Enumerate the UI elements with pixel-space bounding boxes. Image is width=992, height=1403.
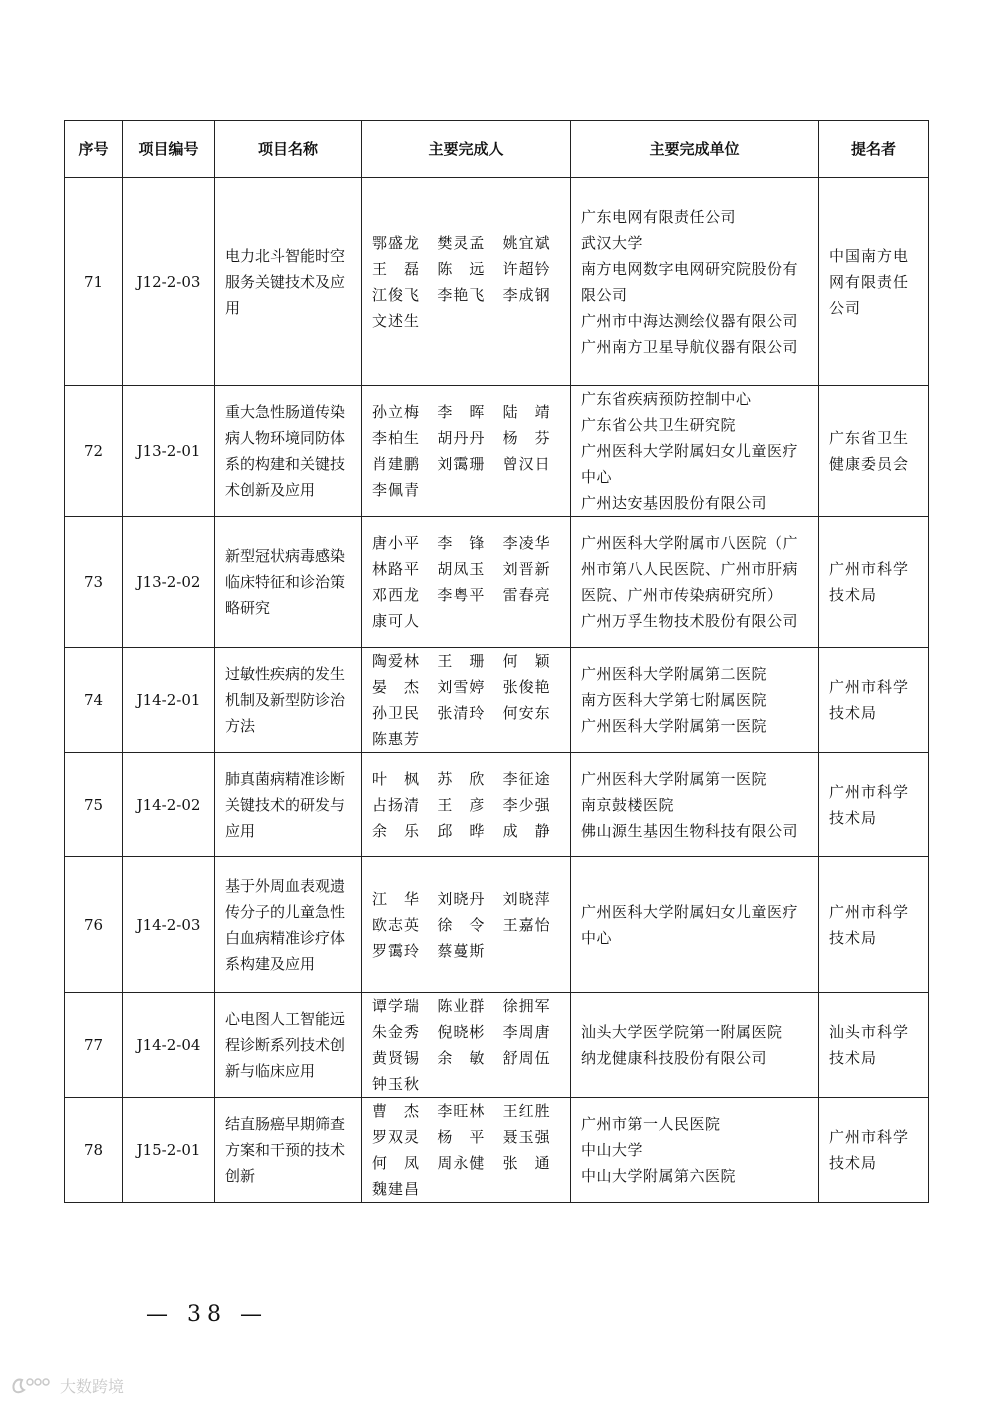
person-name: 李征途 — [502, 769, 551, 788]
unit-name: 南京鼓楼医院 — [581, 795, 675, 814]
person-name: 李 晖 — [437, 403, 486, 421]
unit-name: 广东省疾病预防控制中心 — [581, 390, 752, 408]
unit-name: 武汉大学 — [581, 233, 644, 252]
unit-list — [581, 661, 808, 739]
people-list — [372, 766, 560, 844]
table-row — [65, 993, 929, 1098]
person-name: 孙立梅 — [372, 403, 421, 421]
unit-name: 广州南方卫星导航仪器有限公司 — [581, 337, 799, 356]
table-header-row — [65, 121, 929, 178]
people-list — [372, 886, 560, 964]
unit-list — [581, 386, 808, 516]
person-name: 陆 靖 — [502, 403, 551, 421]
cell-people — [362, 178, 571, 386]
cell-nominator: 广州市科学技术局 — [819, 517, 929, 648]
person-name: 陈业群 — [437, 997, 486, 1015]
person-name: 李凌华 — [502, 534, 551, 552]
person-name: 魏建昌 — [372, 1180, 421, 1198]
person-name: 江 华 — [372, 889, 421, 908]
awards-table — [64, 120, 929, 1203]
cell-nominator: 广州市科学技术局 — [819, 1098, 929, 1203]
cell-nominator: 广州市科学技术局 — [819, 648, 929, 753]
person-name: 成 静 — [502, 821, 551, 840]
cell-no: 78 — [65, 1098, 123, 1203]
person-name: 叶 枫 — [372, 769, 421, 788]
cell-name: 过敏性疾病的发生机制及新型防诊治方法 — [215, 648, 362, 753]
unit-name: 广州医科大学附属妇女儿童医疗中心 — [581, 442, 799, 486]
person-name: 蔡蔓斯 — [437, 941, 486, 960]
person-name: 许超钤 — [502, 259, 551, 278]
person-name: 谭学瑞 — [372, 997, 421, 1015]
unit-name: 佛山源生基因生物科技有限公司 — [581, 821, 799, 840]
person-name: 李粤平 — [437, 586, 486, 604]
cell-no: 71 — [65, 178, 123, 386]
cell-name: 电力北斗智能时空服务关键技术及应用 — [215, 178, 362, 386]
cell-nominator: 汕头市科学技术局 — [819, 993, 929, 1098]
person-name: 王嘉怡 — [502, 915, 551, 934]
unit-list — [581, 1111, 808, 1189]
person-name: 胡凤玉 — [437, 560, 486, 578]
person-name: 晏 杰 — [372, 678, 421, 696]
unit-list — [581, 766, 808, 844]
person-name: 占扬清 — [372, 795, 421, 814]
watermark — [10, 1372, 140, 1398]
person-name: 舒周伍 — [502, 1049, 551, 1067]
bigdata-logo-icon — [10, 1374, 54, 1396]
people-list — [372, 530, 560, 634]
cell-code: J12-2-03 — [123, 178, 215, 386]
person-name: 何安东 — [502, 704, 551, 722]
person-name: 余 敏 — [437, 1049, 486, 1067]
cell-nominator: 广州市科学技术局 — [819, 753, 929, 857]
person-name: 王 彦 — [437, 795, 486, 814]
person-name: 文述生 — [372, 311, 421, 330]
person-name: 李周唐 — [502, 1023, 551, 1041]
person-name: 刘晓丹 — [437, 889, 486, 908]
unit-name: 南方电网数字电网研究院股份有限公司 — [581, 259, 799, 304]
person-name: 聂玉强 — [502, 1128, 551, 1146]
person-name: 张清玲 — [437, 704, 486, 722]
person-name: 徐拥军 — [502, 997, 551, 1015]
cell-units — [571, 178, 819, 386]
person-name: 罗双灵 — [372, 1128, 421, 1146]
unit-list — [581, 899, 808, 951]
unit-list — [581, 1019, 808, 1071]
cell-units — [571, 517, 819, 648]
unit-name: 广州达安基因股份有限公司 — [581, 494, 768, 512]
person-name: 苏 欣 — [437, 769, 486, 788]
person-name: 余 乐 — [372, 821, 421, 840]
person-name: 陈惠芳 — [372, 730, 421, 748]
cell-code: J14-2-03 — [123, 857, 215, 993]
unit-name: 广州医科大学附属第二医院 — [581, 665, 768, 683]
person-name: 倪晓彬 — [437, 1023, 486, 1041]
cell-nominator: 广东省卫生健康委员会 — [819, 386, 929, 517]
person-name: 陈 远 — [437, 259, 486, 278]
person-name: 姚宜斌 — [502, 233, 551, 252]
unit-name: 广州市中海达测绘仪器有限公司 — [581, 311, 799, 330]
cell-no: 77 — [65, 993, 123, 1098]
cell-no: 75 — [65, 753, 123, 857]
cell-units — [571, 993, 819, 1098]
person-name: 朱金秀 — [372, 1023, 421, 1041]
people-list — [372, 648, 560, 752]
person-name: 刘雪婷 — [437, 678, 486, 696]
watermark-text: 大数跨境 — [60, 1376, 125, 1396]
person-name: 康可人 — [372, 612, 421, 630]
cell-people — [362, 648, 571, 753]
people-list — [372, 1098, 560, 1202]
cell-no: 76 — [65, 857, 123, 993]
col-header-name: 项目名称 — [215, 121, 362, 178]
cell-code: J14-2-02 — [123, 753, 215, 857]
person-name: 徐 令 — [437, 915, 486, 934]
person-name: 王 磊 — [372, 259, 421, 278]
person-name: 江俊飞 — [372, 285, 421, 304]
cell-name: 结直肠癌早期筛查方案和干预的技术创新 — [215, 1098, 362, 1203]
table-row — [65, 517, 929, 648]
people-list — [372, 993, 560, 1097]
person-name: 张 通 — [502, 1154, 551, 1172]
person-name: 唐小平 — [372, 534, 421, 552]
person-name: 李成钢 — [502, 285, 551, 304]
col-header-nominator: 提名者 — [819, 121, 929, 178]
cell-code: J15-2-01 — [123, 1098, 215, 1203]
person-name: 林路平 — [372, 560, 421, 578]
person-name: 邱 晔 — [437, 821, 486, 840]
cell-units — [571, 753, 819, 857]
person-name: 鄂盛龙 — [372, 233, 421, 252]
person-name: 李柏生 — [372, 429, 421, 447]
table-row — [65, 648, 929, 753]
person-name: 罗霭玲 — [372, 941, 421, 960]
person-name: 杨 平 — [437, 1128, 486, 1146]
cell-people — [362, 753, 571, 857]
person-name: 李艳飞 — [437, 285, 486, 304]
person-name: 肖建鹏 — [372, 455, 421, 473]
person-name: 曾汉日 — [502, 455, 551, 473]
person-name: 黄贤锡 — [372, 1049, 421, 1067]
table-row — [65, 857, 929, 993]
cell-name: 基于外周血表观遗传分子的儿童急性白血病精准诊疗体系构建及应用 — [215, 857, 362, 993]
person-name: 孙卫民 — [372, 704, 421, 722]
person-name: 李旺林 — [437, 1102, 486, 1120]
unit-name: 南方医科大学第七附属医院 — [581, 691, 768, 709]
table-row — [65, 386, 929, 517]
cell-code: J13-2-02 — [123, 517, 215, 648]
person-name: 何 凤 — [372, 1154, 421, 1172]
col-header-code: 项目编号 — [123, 121, 215, 178]
person-name: 张俊艳 — [502, 678, 551, 696]
person-name: 刘霭珊 — [437, 455, 486, 473]
table-row — [65, 178, 929, 386]
unit-name: 中山大学 — [581, 1141, 644, 1159]
cell-units — [571, 857, 819, 993]
person-name: 王 珊 — [437, 652, 486, 670]
unit-name: 广州医科大学附属第一医院 — [581, 717, 768, 735]
unit-name: 广州万孚生物技术股份有限公司 — [581, 612, 799, 630]
col-header-units: 主要完成单位 — [571, 121, 819, 178]
cell-name: 肺真菌病精准诊断关键技术的研发与应用 — [215, 753, 362, 857]
table-row — [65, 753, 929, 857]
person-name: 樊灵孟 — [437, 233, 486, 252]
person-name: 雷春亮 — [502, 586, 551, 604]
people-list — [372, 399, 560, 503]
cell-units — [571, 648, 819, 753]
person-name: 胡丹丹 — [437, 429, 486, 447]
unit-name: 广州医科大学附属第一医院 — [581, 769, 768, 788]
person-name: 杨 芬 — [502, 429, 551, 447]
unit-name: 广州医科大学附属妇女儿童医疗中心 — [581, 902, 799, 947]
col-header-no: 序号 — [65, 121, 123, 178]
page-number: — 38 — — [146, 1302, 268, 1327]
unit-list — [581, 530, 808, 634]
person-name: 李少强 — [502, 795, 551, 814]
person-name: 李 锋 — [437, 534, 486, 552]
person-name: 王红胜 — [502, 1102, 551, 1120]
person-name: 何 颖 — [502, 652, 551, 670]
cell-code: J13-2-01 — [123, 386, 215, 517]
unit-name: 纳龙健康科技股份有限公司 — [581, 1049, 768, 1067]
cell-name: 重大急性肠道传染病人物环境同防体系的构建和关键技术创新及应用 — [215, 386, 362, 517]
cell-units — [571, 386, 819, 517]
unit-name: 广州医科大学附属市八医院（广州市第八人民医院、广州市肝病医院、广州市传染病研究所） — [581, 534, 799, 604]
person-name: 刘晋新 — [502, 560, 551, 578]
person-name: 陶爱林 — [372, 652, 421, 670]
table-body — [65, 178, 929, 1203]
cell-no: 72 — [65, 386, 123, 517]
cell-nominator: 广州市科学技术局 — [819, 857, 929, 993]
col-header-people: 主要完成人 — [362, 121, 571, 178]
person-name: 曹 杰 — [372, 1102, 421, 1120]
people-list — [372, 230, 560, 334]
person-name: 周永健 — [437, 1154, 486, 1172]
cell-people — [362, 993, 571, 1098]
cell-people — [362, 857, 571, 993]
cell-name: 新型冠状病毒感染临床特征和诊治策略研究 — [215, 517, 362, 648]
unit-name: 广州市第一人民医院 — [581, 1115, 721, 1133]
unit-name: 广东省公共卫生研究院 — [581, 416, 737, 434]
person-name: 欧志英 — [372, 915, 421, 934]
cell-units — [571, 1098, 819, 1203]
cell-people — [362, 1098, 571, 1203]
person-name: 钟玉秋 — [372, 1075, 421, 1093]
cell-people — [362, 386, 571, 517]
cell-people — [362, 517, 571, 648]
person-name: 李佩青 — [372, 481, 421, 499]
cell-nominator: 中国南方电网有限责任公司 — [819, 178, 929, 386]
person-name: 刘晓萍 — [502, 889, 551, 908]
cell-name: 心电图人工智能远程诊断系列技术创新与临床应用 — [215, 993, 362, 1098]
cell-no: 73 — [65, 517, 123, 648]
unit-name: 广东电网有限责任公司 — [581, 207, 737, 226]
table-row — [65, 1098, 929, 1203]
cell-code: J14-2-01 — [123, 648, 215, 753]
unit-list — [581, 204, 808, 360]
cell-code: J14-2-04 — [123, 993, 215, 1098]
unit-name: 汕头大学医学院第一附属医院 — [581, 1023, 783, 1041]
unit-name: 中山大学附属第六医院 — [581, 1167, 737, 1185]
person-name: 邓西龙 — [372, 586, 421, 604]
cell-no: 74 — [65, 648, 123, 753]
